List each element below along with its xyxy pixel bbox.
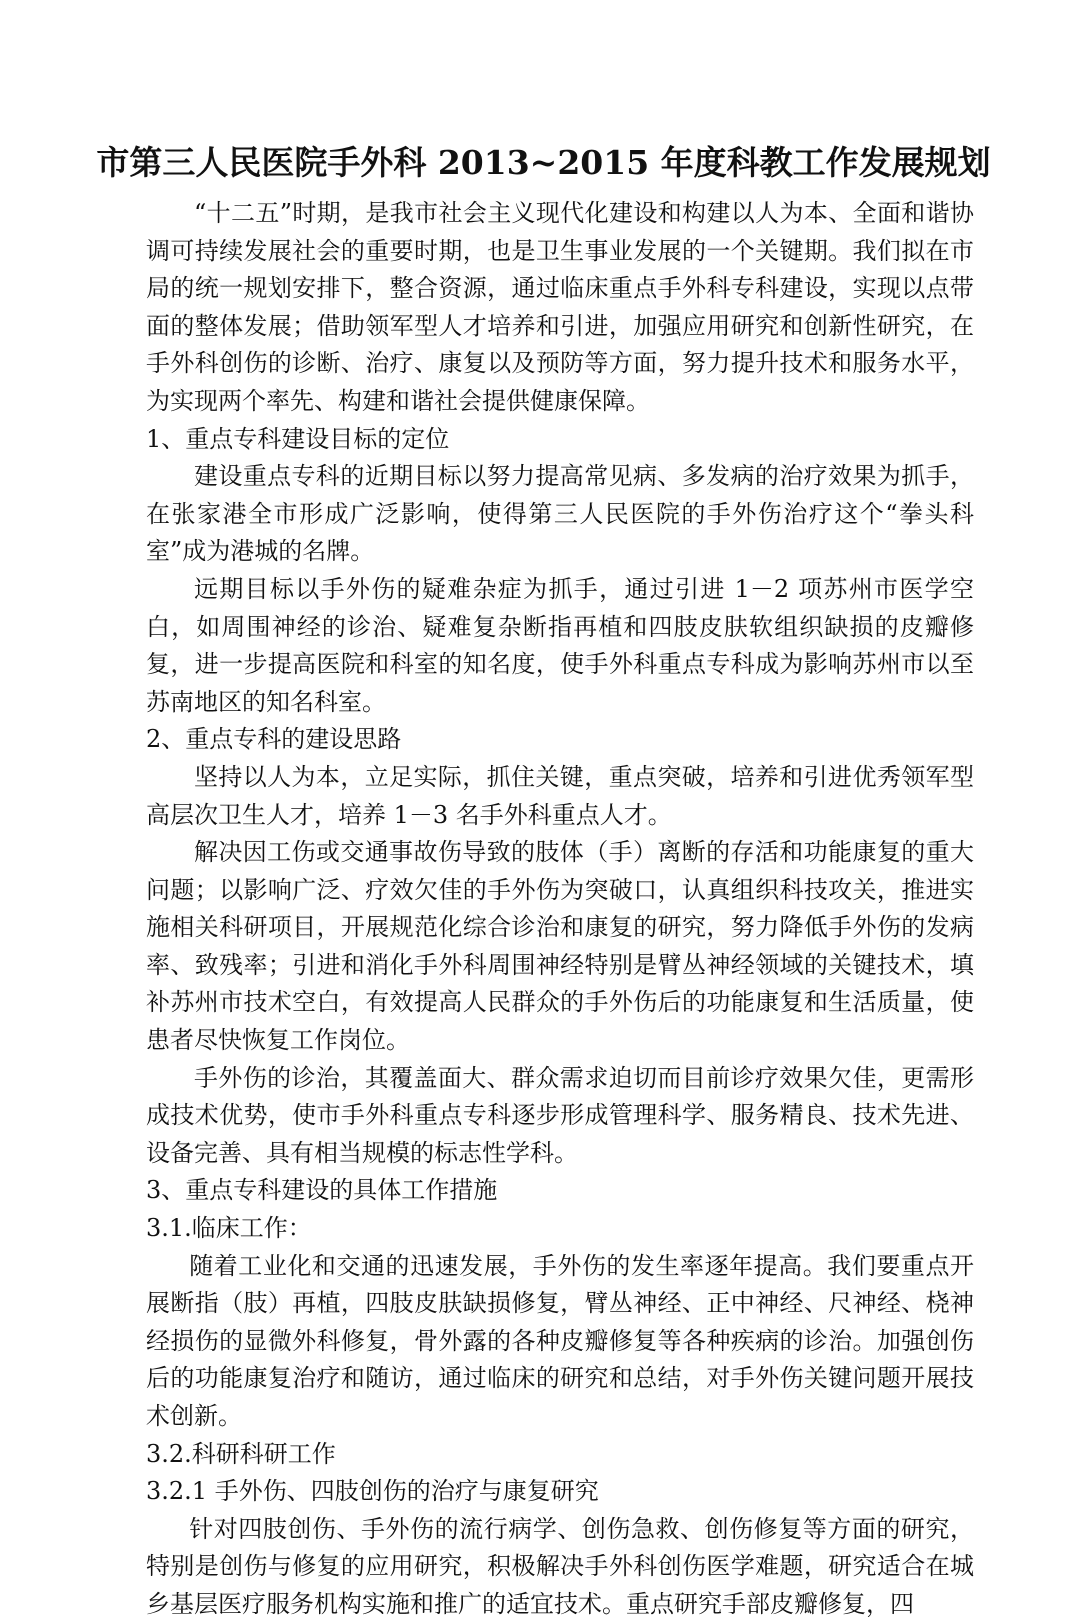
document-title: 市第三人民医院手外科 2013~2015 年度科教工作发展规划: [96, 143, 991, 182]
section-2-paragraph-1: 坚持以人为本，立足实际，抓住关键，重点突破，培养和引进优秀领军型高层次卫生人才，培养 1－3 名手外科重点人才。: [146, 762, 974, 829]
section-3-1-heading: 3.1.临床工作：: [146, 1214, 312, 1243]
section-2-paragraph-3: 手外伤的诊治，其覆盖面大、群众需求迫切而目前诊疗效果欠佳，更需形成技术优势，使市手外科重点专科逐步形成管理科学、服务精良、技术先进、设备完善、具有相当规模的标志性学科。: [146, 1063, 974, 1167]
section-3-2-1-paragraph: 针对四肢创伤、手外伤的流行病学、创伤急救、创伤修复等方面的研究，特别是创伤与修复的应用研究，积极解决手外科创伤医学难题，研究适合在城乡基层医疗服务机构实施和推广的适宜技术。重点研究手部皮瓣修复，四: [146, 1514, 974, 1618]
section-2-heading: 2、重点专科的建设思路: [146, 725, 402, 754]
intro-paragraph: “十二五”时期，是我市社会主义现代化建设和构建以人为本、全面和谐协调可持续发展社会的重要时期，也是卫生事业发展的一个关键期。我们拟在市局的统一规划安排下，整合资源，通过临床重点手外科专科建设，实现以点带面的整体发展；借助领军型人才培养和引进，加强应用研究和创新性研究，在手外科创伤的诊断、治疗、康复以及预防等方面，努力提升技术和服务水平，为实现两个率先、构建和谐社会提供健康保障。: [146, 199, 974, 415]
section-3-1-paragraph: 随着工业化和交通的迅速发展，手外伤的发生率逐年提高。我们要重点开展断指（肢）再植，四肢皮肤缺损修复，臂丛神经、正中神经、尺神经、桡神经损伤的显微外科修复，骨外露的各种皮瓣修复等各种疾病的诊治。加强创伤后的功能康复治疗和随访，通过临床的研究和总结，对手外伤关键问题开展技术创新。: [146, 1251, 974, 1430]
section-3-heading: 3、重点专科建设的具体工作措施: [146, 1176, 498, 1205]
section-3-2-1-heading: 3.2.1 手外伤、四肢创伤的治疗与康复研究: [146, 1477, 599, 1506]
section-1-paragraph-2: 远期目标以手外伤的疑难杂症为抓手，通过引进 1－2 项苏州市医学空白，如周围神经的诊治、疑难复杂断指再植和四肢皮肤软组织缺损的皮瓣修复，进一步提高医院和科室的知名度，使手外科重点专科成为影响苏州市以至苏南地区的知名科室。: [146, 574, 974, 716]
section-3-2-heading: 3.2.科研科研工作: [146, 1439, 336, 1468]
section-1-paragraph-1: 建设重点专科的近期目标以努力提高常见病、多发病的治疗效果为抓手，在张家港全市形成广泛影响，使得第三人民医院的手外伤治疗这个“拳头科室”成为港城的名牌。: [146, 462, 974, 566]
section-2-paragraph-2: 解决因工伤或交通事故伤导致的肢体（手）离断的存活和功能康复的重大问题；以影响广泛、疗效欠佳的手外伤为突破口，认真组织科技攻关，推进实施相关科研项目，开展规范化综合诊治和康复的研究，努力降低手外伤的发病率、致残率；引进和消化手外科周围神经特别是臂丛神经领域的关键技术，填补苏州市技术空白，有效提高人民群众的手外伤后的功能康复和生活质量，使患者尽快恢复工作岗位。: [146, 838, 974, 1055]
section-1-heading: 1、重点专科建设目标的定位: [146, 424, 450, 453]
document-body: [146, 195, 974, 1624]
